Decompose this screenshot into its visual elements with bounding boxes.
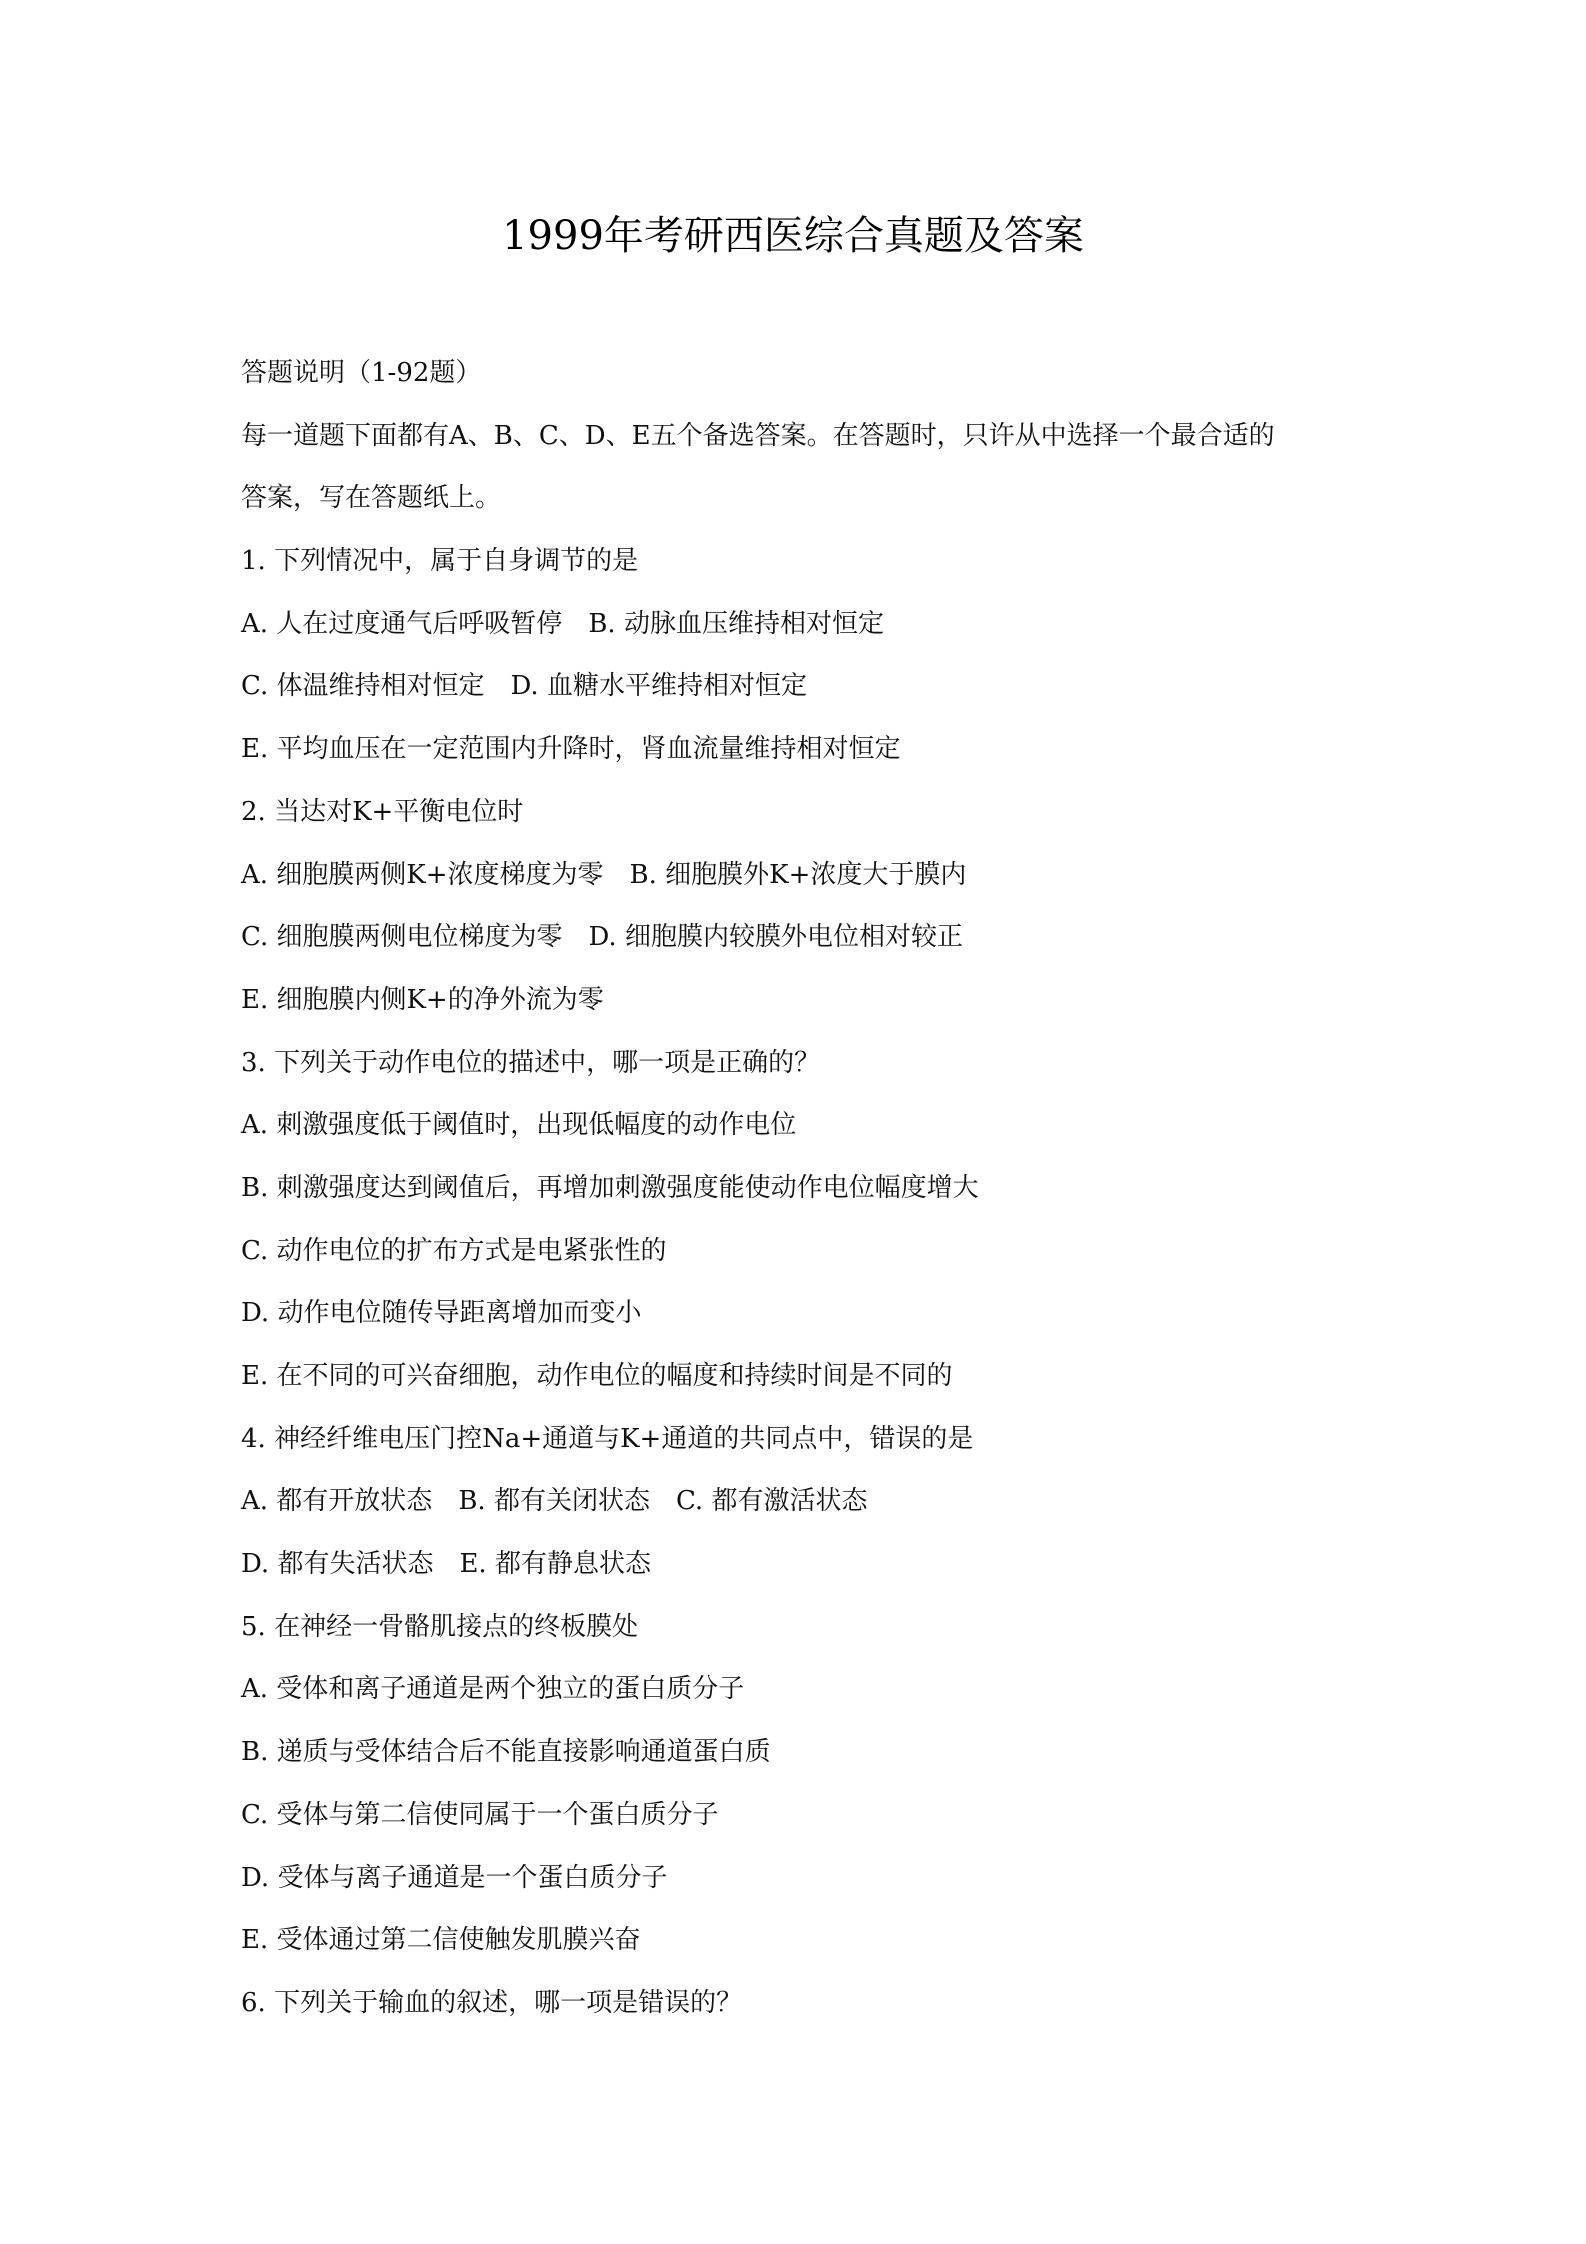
answer-option: C. 体温维持相对恒定 [241,671,485,702]
answer-option: B. 动脉血压维持相对恒定 [588,608,884,639]
answer-option: E. 在不同的可兴奋细胞，动作电位的幅度和持续时间是不同的 [241,1361,953,1391]
document-title: 1999年考研西医综合真题及答案 [502,213,1084,259]
option-row [241,1847,1361,1910]
answer-option: B. 递质与受体结合后不能直接影响通道蛋白质 [241,1737,771,1768]
answer-option: E. 都有静息状态 [459,1549,651,1580]
option-row [241,1721,1361,1784]
option-row [241,1533,1361,1596]
answer-option: A. 刺激强度低于阈值时，出现低幅度的动作电位 [241,1110,797,1141]
answer-option: B. 刺激强度达到阈值后，再增加刺激强度能使动作电位幅度增大 [241,1172,979,1203]
document-body [241,342,1361,2035]
answer-option: C. 受体与第二信使同属于一个蛋白质分子 [241,1799,719,1830]
question-stem: 1. 下列情况中，属于自身调节的是 [241,546,639,577]
instructions-heading: 答题说明（1-92题） [241,358,482,388]
answer-option: D. 血糖水平维持相对恒定 [510,671,807,702]
answer-option: D. 受体与离子通道是一个蛋白质分子 [241,1862,668,1893]
answer-option: E. 平均血压在一定范围内升降时，肾血流量维持相对恒定 [241,734,901,765]
answer-option: C. 细胞膜两侧电位梯度为零 [241,922,563,953]
answer-option: D. 都有失活状态 [241,1549,434,1580]
question-stem: 5. 在神经一骨骼肌接点的终板膜处 [241,1611,639,1642]
question-stem: 2. 当达对K+平衡电位时 [241,796,524,827]
instructions-line-1: 每一道题下面都有A、B、C、D、E五个备选答案。在答题时，只许从中选择一个最合适的 [241,420,1275,451]
question-stem: 4. 神经纤维电压门控Na+通道与K+通道的共同点中，错误的是 [241,1423,974,1454]
option-row [241,1345,1361,1408]
answer-option: A. 人在过度通气后呼吸暂停 [241,608,563,639]
option-row [241,906,1361,969]
option-row [241,593,1361,656]
question-list [241,530,1361,2035]
option-row [241,844,1361,907]
answer-option: B. 都有关闭状态 [458,1486,650,1517]
answer-option: C. 都有激活状态 [675,1486,868,1517]
answer-option: E. 受体通过第二信使触发肌膜兴奋 [241,1925,641,1956]
instructions-line-2: 答案，写在答题纸上。 [241,483,502,514]
answer-option: A. 都有开放状态 [241,1486,433,1517]
option-row [241,1470,1361,1533]
question-stem: 3. 下列关于动作电位的描述中，哪一项是正确的？ [241,1047,821,1078]
option-row [241,718,1361,781]
option-row [241,655,1361,718]
answer-option: A. 细胞膜两侧K+浓度梯度为零 [241,859,604,890]
option-row [241,1094,1361,1157]
option-row [241,1909,1361,1972]
answer-option: D. 动作电位随传导距离增加而变小 [241,1298,642,1329]
option-row [241,1658,1361,1721]
option-row [241,1784,1361,1847]
answer-option: D. 细胞膜内较膜外电位相对较正 [588,922,963,953]
question-stem: 6. 下列关于输血的叙述，哪一项是错误的？ [241,1987,743,2018]
answer-option: C. 动作电位的扩布方式是电紧张性的 [241,1235,667,1266]
option-row [241,1157,1361,1220]
answer-option: B. 细胞膜外K+浓度大于膜内 [629,859,967,890]
option-row [241,1282,1361,1345]
answer-option: E. 细胞膜内侧K+的净外流为零 [241,984,604,1015]
answer-option: A. 受体和离子通道是两个独立的蛋白质分子 [241,1674,745,1705]
option-row [241,969,1361,1032]
option-row [241,1220,1361,1283]
